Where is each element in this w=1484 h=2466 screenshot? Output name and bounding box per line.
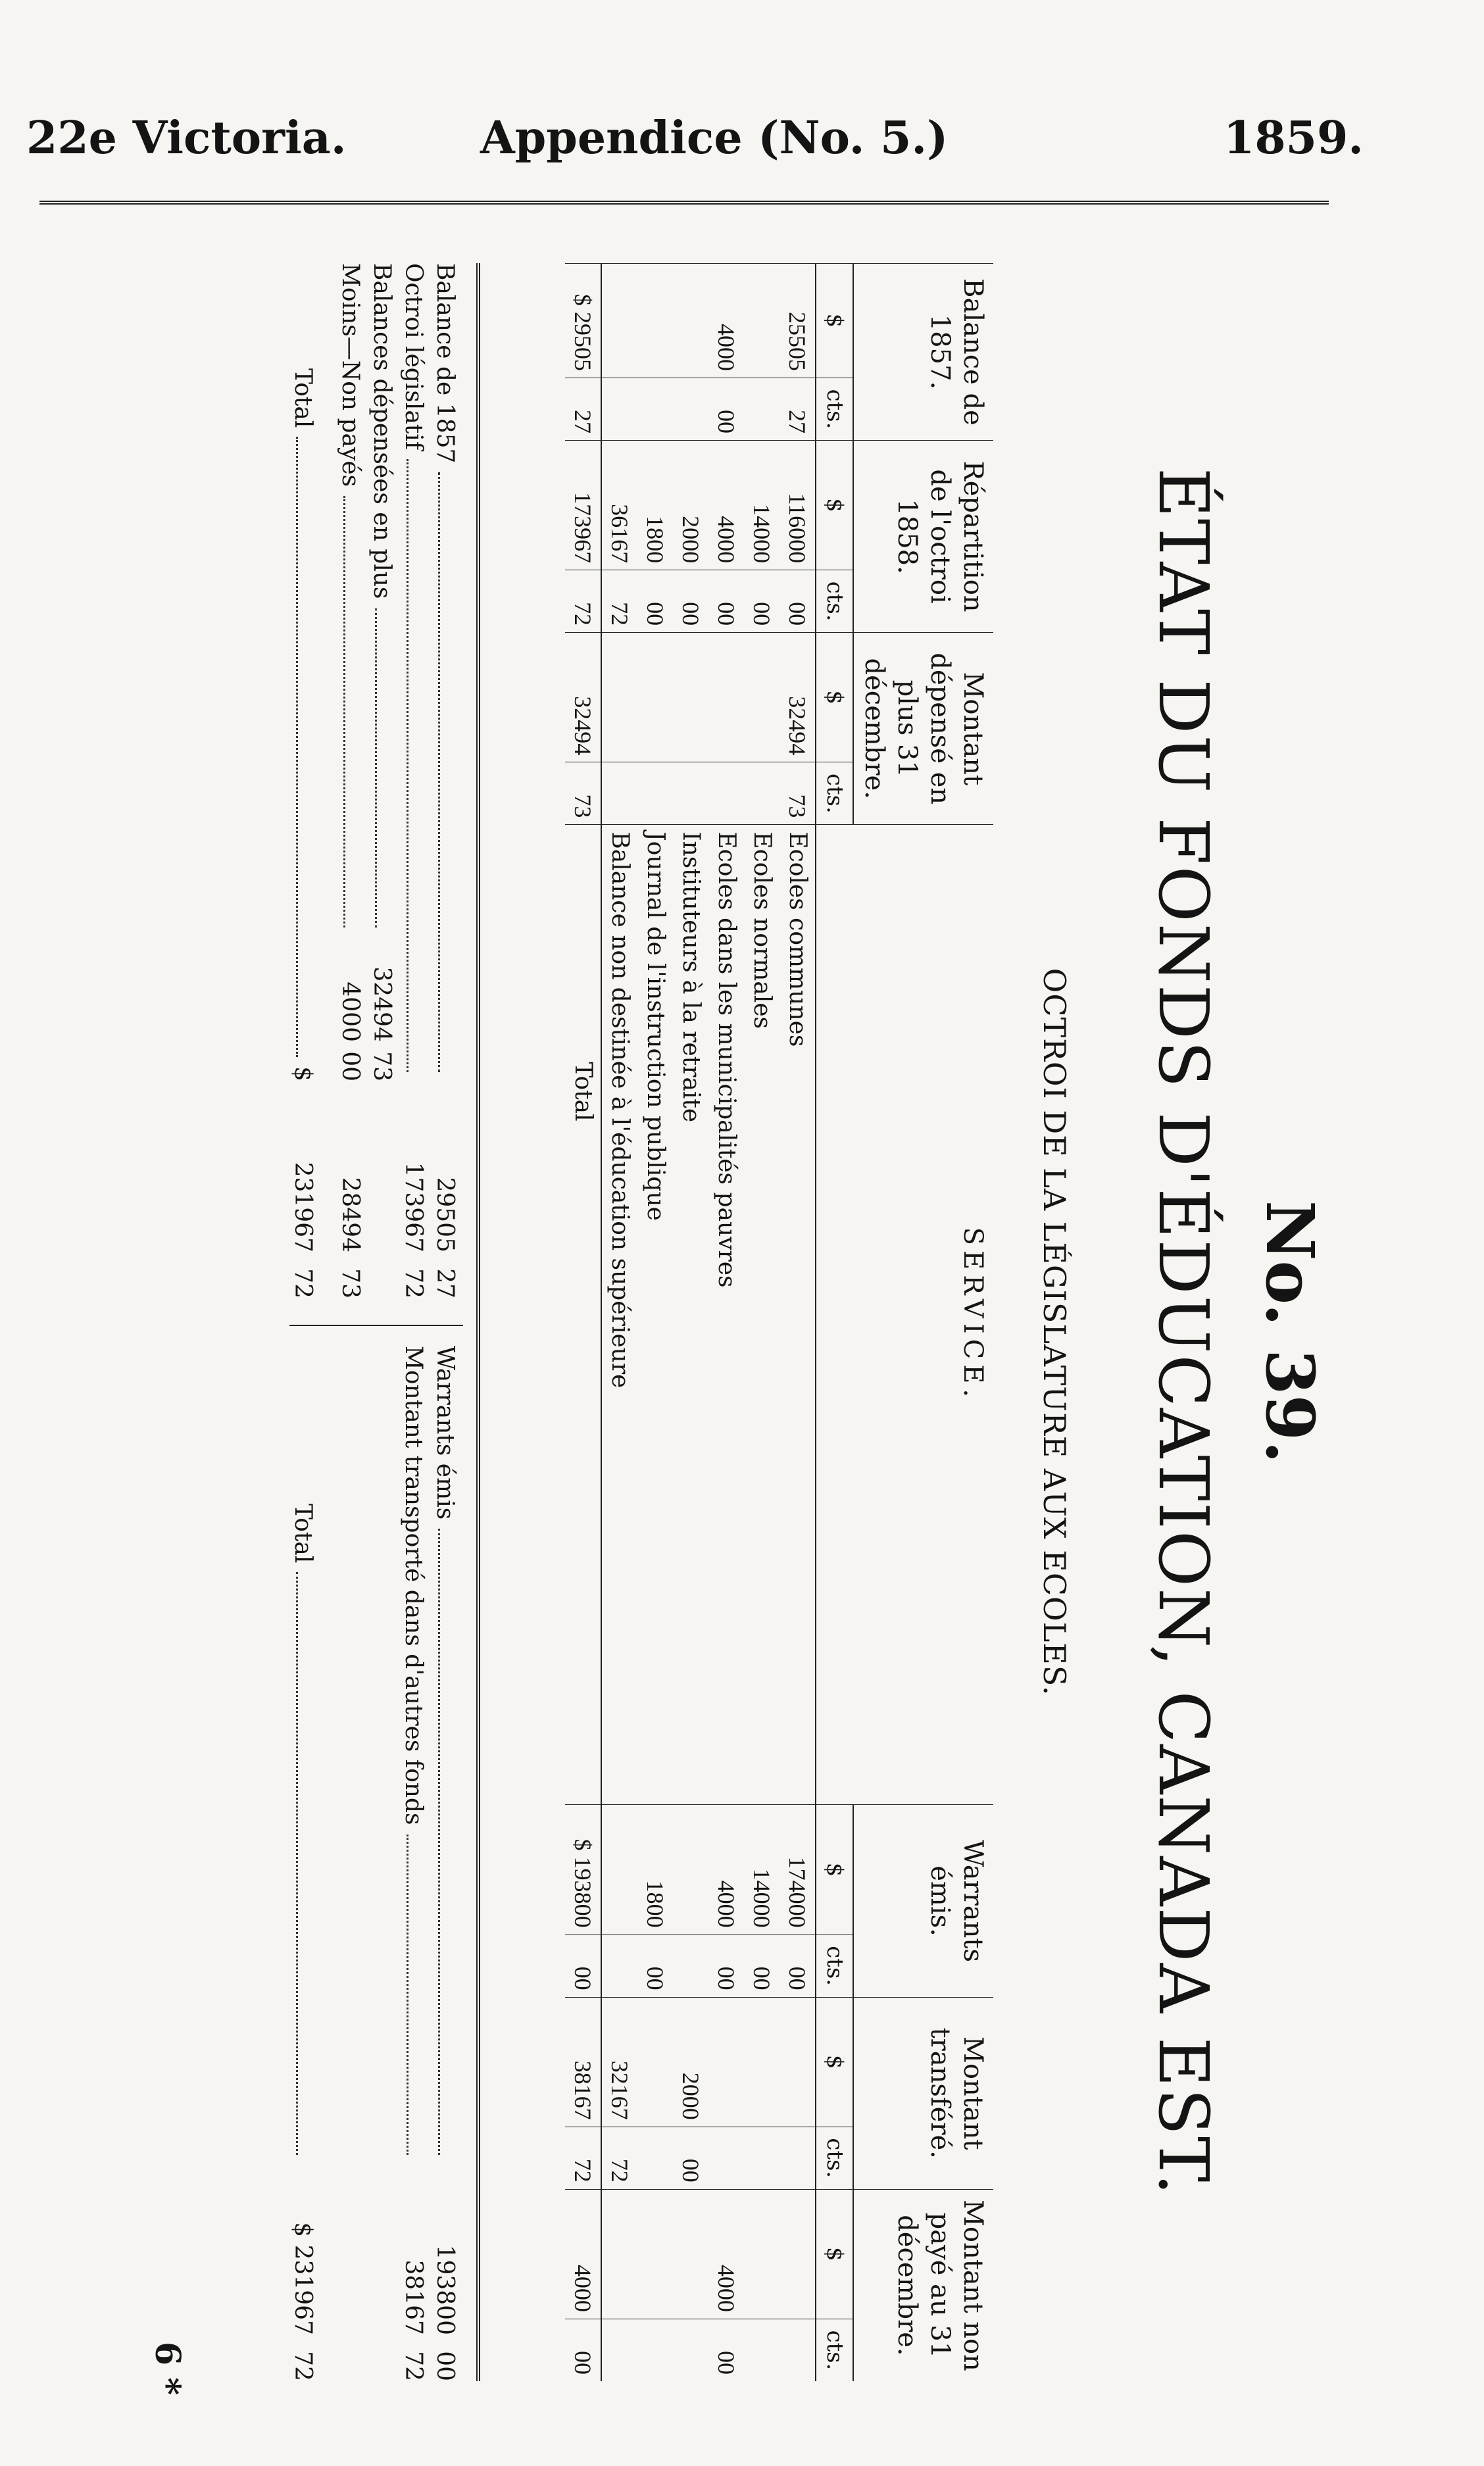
cell-np-d (674, 2189, 709, 2319)
summary-label: Warrants émis (432, 1346, 458, 1520)
cell-bal-c (674, 378, 709, 440)
summary-line (400, 263, 432, 1298)
cell-dep-c: 73 (780, 762, 816, 825)
total-bal-d: $ 29505 (566, 264, 602, 378)
table-row (602, 264, 638, 2382)
summary-label: Total (289, 368, 316, 428)
cell-dep-c (745, 762, 780, 825)
leader-dots (407, 1835, 408, 2156)
unit-dollar: $ (816, 633, 854, 762)
summary-line (337, 263, 368, 1298)
cell-rep-d: 2000 (674, 440, 709, 570)
cell-tr-d: 2000 (674, 1997, 709, 2127)
cell-service: Balance non destinée à l'éducation supérieure (602, 825, 638, 1805)
cell-np-c: 00 (709, 2319, 745, 2381)
cell-np-d (602, 2189, 638, 2319)
summary-section (289, 263, 480, 2381)
table-row (745, 264, 780, 2382)
summary-line (368, 263, 400, 1298)
leader-dots (438, 1529, 440, 2155)
total-label: Total (566, 825, 602, 1805)
cell-war-d: 4000 (709, 1805, 745, 1935)
col-transfere: Montant transféré. (853, 1997, 993, 2189)
unit-dollar: $ (816, 440, 854, 570)
unit-cts: cts. (816, 2127, 854, 2189)
cell-rep-d: 14000 (745, 440, 780, 570)
cell-rep-d: 4000 (709, 440, 745, 570)
unit-cts: cts. (816, 1935, 854, 1997)
cell-tr-c (745, 2127, 780, 2189)
summary-dollar: $ (289, 1066, 316, 1081)
cell-rep-c: 00 (780, 570, 816, 633)
cell-war-c (602, 1935, 638, 1997)
cell-rep-c: 00 (674, 570, 709, 633)
document-number: No. 39. (1251, 1200, 1329, 1464)
cell-rep-d: 116000 (780, 440, 816, 570)
cell-bal-d (745, 264, 780, 378)
cell-np-c (745, 2319, 780, 2381)
leader-dots (438, 472, 440, 1072)
unit-cts: cts. (816, 762, 854, 825)
cell-bal-d: 25505 (780, 264, 816, 378)
total-row (566, 264, 602, 2382)
total-war-d: $ 193800 (566, 1805, 602, 1935)
cell-tr-c: 00 (674, 2127, 709, 2189)
summary-value: 28494 (337, 1177, 364, 1252)
summary-label: Total (289, 1504, 316, 1564)
cell-tr-d: 32167 (602, 1997, 638, 2127)
cell-np-c (780, 2319, 816, 2381)
summary-label: Octroi législatif (400, 263, 427, 451)
summary-cents: 73 (337, 1268, 364, 1298)
col-depense: Montant dépensé en plus 31 décembre. (853, 633, 993, 825)
col-service: SERVICE. (816, 825, 994, 1805)
cell-dep-d (638, 633, 674, 762)
total-np-c: 00 (566, 2319, 602, 2381)
unit-dollar: $ (816, 2189, 854, 2319)
summary-cents: 73 (368, 1051, 395, 1081)
cell-rep-c: 00 (745, 570, 780, 633)
summary-cents: 27 (432, 1268, 458, 1298)
cell-np-d (780, 2189, 816, 2319)
leader-dots (296, 1572, 298, 2155)
col-repartition: Répartition de l'octroi 1858. (853, 440, 993, 632)
col-warrants: Warrants émis. (853, 1805, 993, 1997)
summary-cents: 72 (400, 1268, 427, 1298)
cell-war-d (602, 1805, 638, 1935)
total-dep-d: 32494 (566, 633, 602, 762)
unit-dollar: $ (816, 1997, 854, 2127)
summary-value: 4000 (337, 981, 364, 1042)
cell-service: Ecoles dans les municipalités pauvres (709, 825, 745, 1805)
summary-columns (289, 263, 463, 2381)
cell-war-d (674, 1805, 709, 1935)
summary-line (432, 263, 463, 1298)
cell-tr-c (780, 2127, 816, 2189)
cell-war-c: 00 (745, 1935, 780, 1997)
cell-dep-c (674, 762, 709, 825)
summary-cents: 72 (289, 2351, 316, 2381)
leader-dots (343, 496, 345, 927)
cell-dep-d: 32494 (780, 633, 816, 762)
summary-cents: 72 (289, 1268, 316, 1298)
summary-value: 193800 (432, 2244, 458, 2335)
leader-dots (407, 459, 408, 1072)
table-row (674, 264, 709, 2382)
summary-value: 231967 (289, 1162, 316, 1252)
summary-label: Balances dépensées en plus (368, 263, 395, 599)
cell-war-c: 00 (780, 1935, 816, 1997)
table-row (780, 264, 816, 2382)
cell-bal-c (638, 378, 674, 440)
cell-dep-c (709, 762, 745, 825)
cell-war-c: 00 (638, 1935, 674, 1997)
side-mark: 6 * (147, 2342, 187, 2396)
cell-dep-c (602, 762, 638, 825)
summary-left (289, 263, 463, 1298)
header-left: 22e Victoria. (26, 112, 347, 164)
total-rep-d: 173967 (566, 440, 602, 570)
cell-np-d (745, 2189, 780, 2319)
total-tr-c: 72 (566, 2127, 602, 2189)
cell-service: Journal de l'instruction publique (638, 825, 674, 1805)
cell-dep-d (602, 633, 638, 762)
total-rep-c: 72 (566, 570, 602, 633)
cell-war-d: 1800 (638, 1805, 674, 1935)
summary-line (400, 1346, 432, 2381)
unit-dollar: $ (816, 1805, 854, 1935)
cell-np-c (674, 2319, 709, 2381)
cell-bal-c: 27 (780, 378, 816, 440)
cell-bal-c (745, 378, 780, 440)
table-row (638, 264, 674, 2382)
summary-value: 173967 (400, 1162, 427, 1252)
cell-bal-c: 00 (709, 378, 745, 440)
unit-cts: cts. (816, 570, 854, 633)
cell-war-c (674, 1935, 709, 1997)
cell-dep-c (638, 762, 674, 825)
summary-right (289, 1325, 463, 2381)
summary-cents: 00 (432, 2351, 458, 2381)
cell-rep-c: 72 (602, 570, 638, 633)
cell-rep-c: 00 (638, 570, 674, 633)
cell-bal-d (638, 264, 674, 378)
cell-dep-d (745, 633, 780, 762)
cell-tr-c (709, 2127, 745, 2189)
summary-label: Moins—Non payés (337, 263, 364, 487)
column-headers (853, 264, 993, 2382)
unit-dollar: $ (816, 264, 854, 378)
unit-cts: cts. (816, 378, 854, 440)
leader-dots (375, 608, 377, 927)
cell-bal-d: 4000 (709, 264, 745, 378)
cell-war-d: 14000 (745, 1805, 780, 1935)
cell-service: Ecoles normales (745, 825, 780, 1805)
cell-bal-d (602, 264, 638, 378)
leader-dots (296, 437, 298, 1057)
cell-np-d: 4000 (709, 2189, 745, 2319)
cell-np-c (638, 2319, 674, 2381)
cell-dep-d (674, 633, 709, 762)
page-subtitle: OCTROI DE LA LÉGISLATURE AUX ECOLES. (1037, 968, 1072, 1696)
summary-value: 29505 (432, 1177, 458, 1252)
summary-line (289, 263, 321, 1298)
header-right: 1859. (1224, 112, 1364, 164)
col-non-paye: Montant non payé au 31 décembre. (853, 2189, 993, 2381)
cell-tr-d (638, 1997, 674, 2127)
table-row (709, 264, 745, 2382)
cell-tr-c: 72 (602, 2127, 638, 2189)
rotated-page (112, 217, 1342, 2447)
cell-tr-c (638, 2127, 674, 2189)
cell-war-d: 174000 (780, 1805, 816, 1935)
cell-np-c (602, 2319, 638, 2381)
summary-line (289, 1346, 321, 2381)
total-bal-c: 27 (566, 378, 602, 440)
summary-label: Balance de 1857 (432, 263, 458, 464)
cell-tr-d (780, 1997, 816, 2127)
col-balance: Balance de 1857. (853, 264, 993, 441)
cell-bal-d (674, 264, 709, 378)
summary-divider (476, 263, 480, 2381)
cell-bal-c (602, 378, 638, 440)
summary-cents: 00 (337, 1051, 364, 1081)
cell-dep-d (709, 633, 745, 762)
total-tr-d: 38167 (566, 1997, 602, 2127)
summary-line (432, 1346, 463, 2381)
cell-rep-d: 1800 (638, 440, 674, 570)
summary-cents: 72 (400, 2351, 427, 2381)
fund-table (566, 263, 994, 2381)
page-title: ÉTAT DU FONDS D'ÉDUCATION, CANADA EST. (1143, 467, 1224, 2197)
cell-tr-d (709, 1997, 745, 2127)
total-war-c: 00 (566, 1935, 602, 1997)
cell-rep-c: 00 (709, 570, 745, 633)
header-center: Appendice (No. 5.) (480, 112, 949, 164)
total-dep-c: 73 (566, 762, 602, 825)
cell-service: Instituteurs à la retraite (674, 825, 709, 1805)
cell-service: Ecoles communes (780, 825, 816, 1805)
summary-value: 32494 (368, 966, 395, 1042)
unit-cts: cts. (816, 2319, 854, 2381)
cell-rep-d: 36167 (602, 440, 638, 570)
total-np-d: 4000 (566, 2189, 602, 2319)
summary-value: 38167 (400, 2259, 427, 2335)
summary-label: Montant transporté dans d'autres fonds (400, 1346, 427, 1825)
cell-war-c: 00 (709, 1935, 745, 1997)
cell-np-d (638, 2189, 674, 2319)
summary-value: $ 231967 (289, 2222, 316, 2335)
cell-tr-d (745, 1997, 780, 2127)
